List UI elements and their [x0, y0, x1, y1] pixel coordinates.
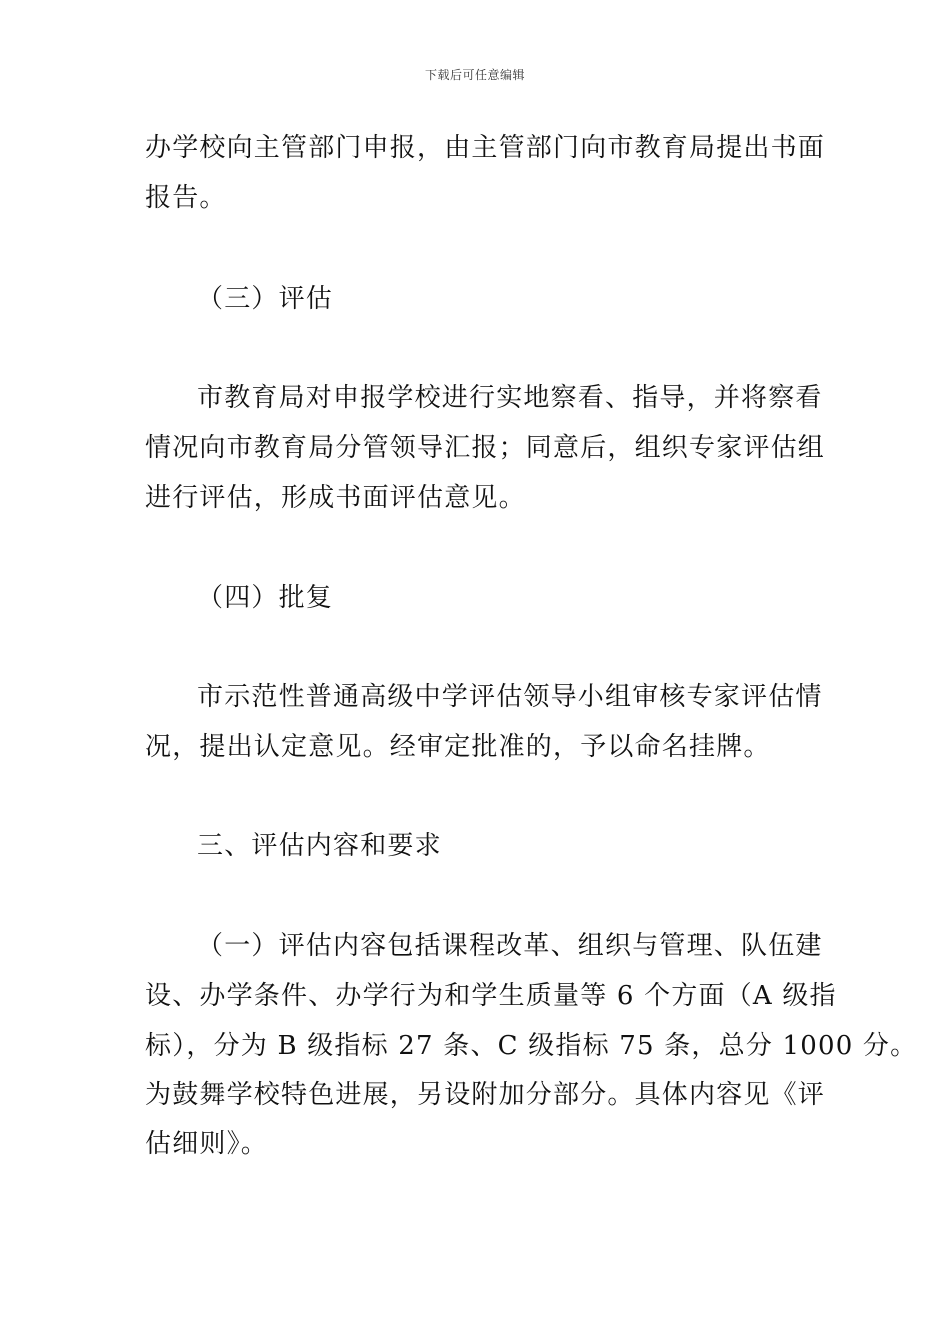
paragraph-line: 办学校向主管部门申报，由主管部门向市教育局提出书面: [145, 133, 826, 163]
paragraph-line: （一）评估内容包括课程改革、组织与管理、队伍建: [197, 931, 823, 961]
paragraph-line: 标），分为 B 级指标 27 条、C 级指标 75 条，总分 1000 分。: [145, 1031, 918, 1061]
paragraph-line: 情况向市教育局分管领导汇报；同意后，组织专家评估组: [145, 433, 826, 463]
section-heading: 三、评估内容和要求: [197, 831, 442, 861]
paragraph-line: 估细则》。: [145, 1129, 269, 1159]
paragraph-line: 为鼓舞学校特色进展，另设附加分部分。具体内容见《评: [145, 1080, 826, 1110]
paragraph-line: 市教育局对申报学校进行实地察看、指导，并将察看: [197, 383, 823, 413]
section-heading: （三）评估: [197, 284, 334, 314]
paragraph-line: 况，提出认定意见。经审定批准的，予以命名挂牌。: [145, 732, 771, 762]
page-header: 下载后可任意编辑: [424, 68, 525, 82]
section-heading: （四）批复: [197, 583, 334, 613]
paragraph-line: 报告。: [145, 183, 227, 213]
paragraph-line: 设、办学条件、办学行为和学生质量等 6 个方面（A 级指: [145, 981, 837, 1011]
paragraph-line: 市示范性普通高级中学评估领导小组审核专家评估情: [197, 682, 823, 712]
paragraph-line: 进行评估，形成书面评估意见。: [145, 483, 526, 513]
